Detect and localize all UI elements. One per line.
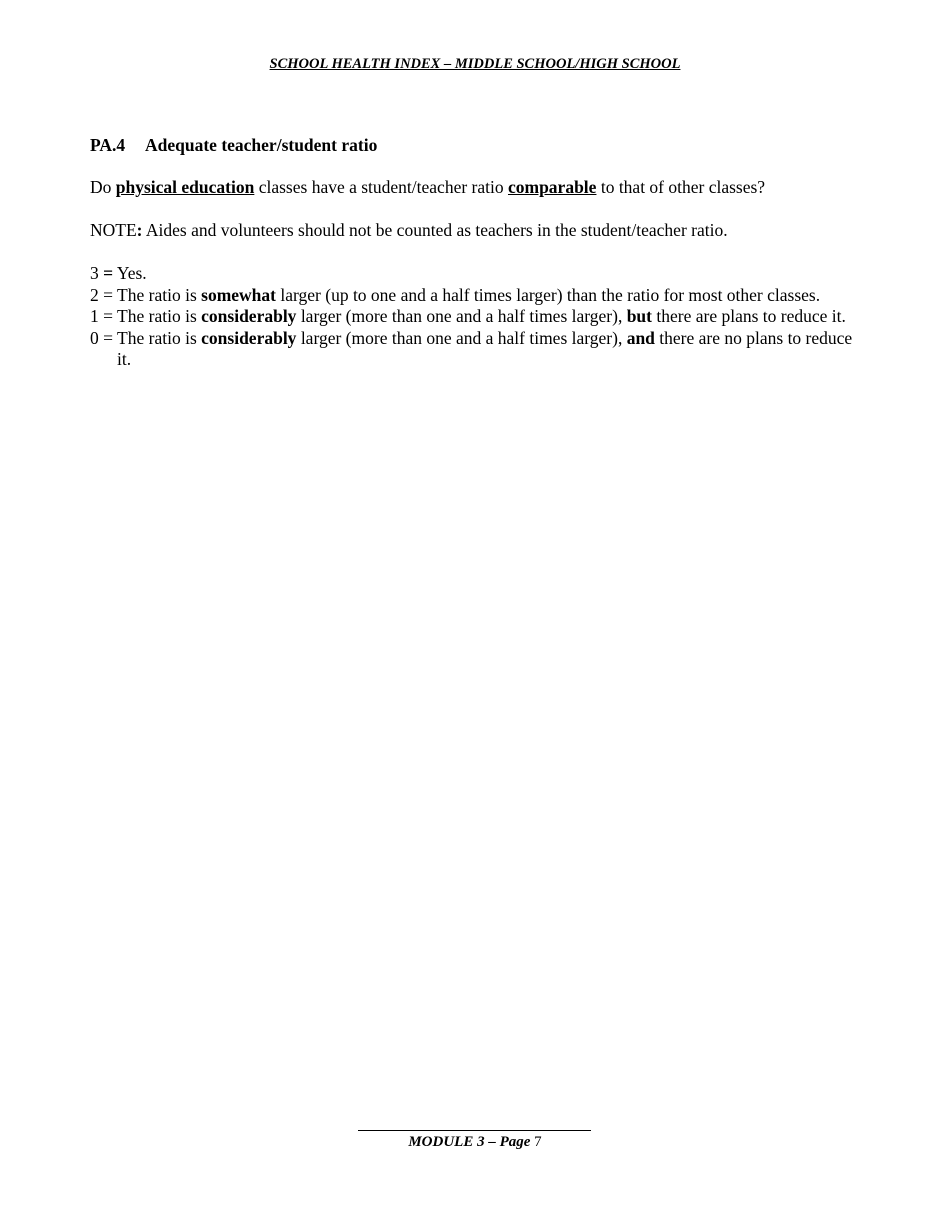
note-colon: : [136, 220, 143, 240]
scoring-scale [90, 263, 860, 371]
question-part-2: classes have a student/teacher ratio [254, 177, 508, 197]
scale-1-middle: larger (more than one and a half times larger), [296, 306, 627, 326]
scale-0-prefix: 0 = The ratio is [90, 327, 202, 348]
question-part-3: to that of other classes? [596, 177, 766, 197]
scale-item-3 [90, 263, 860, 285]
scale-3-equals: = [103, 263, 114, 283]
footer-divider [358, 1130, 591, 1131]
footer-page-number: 7 [530, 1134, 542, 1150]
page-header: SCHOOL HEALTH INDEX – MIDDLE SCHOOL/HIGH SCHOOL [269, 56, 681, 72]
footer-module-label: MODULE 3 – Page [408, 1134, 531, 1150]
scale-1-text: there are plans to reduce it. [652, 306, 846, 326]
scale-3-text: Yes. [113, 263, 147, 283]
scale-item-2 [90, 285, 860, 307]
page-footer [0, 1134, 950, 1151]
scale-0-emphasis-2: and [626, 327, 655, 348]
scale-1-emphasis: considerably [201, 306, 297, 326]
question-part-1: Do [90, 177, 116, 197]
scale-item-0 [90, 328, 860, 371]
scale-item-1 [90, 306, 860, 328]
scale-1-prefix: 1 = The ratio is [90, 306, 202, 326]
section-title-text: Adequate teacher/student ratio [145, 135, 378, 155]
scale-2-emphasis: somewhat [201, 284, 276, 305]
note [90, 220, 728, 241]
note-text: Aides and volunteers should not be counted as teachers in the student/teacher ratio. [142, 220, 728, 240]
section-code: PA.4 [90, 135, 126, 155]
scale-2-prefix: 2 = The ratio is [90, 284, 202, 305]
scale-3-score: 3 [90, 263, 104, 283]
scale-1-emphasis-2: but [626, 306, 652, 326]
scale-0-text: there are no plans to reduce it. [117, 327, 853, 369]
note-label: NOTE [90, 220, 137, 240]
section-title [90, 135, 377, 156]
question-emphasis-comparable: comparable [507, 177, 597, 197]
scale-2-text: larger (up to one and a half times larger) than the ratio for most other classes. [276, 284, 821, 305]
scale-0-middle: larger (more than one and a half times larger), [296, 327, 627, 348]
scale-0-emphasis: considerably [201, 327, 297, 348]
question-text [90, 177, 765, 198]
question-emphasis-physical-education: physical education [115, 177, 255, 197]
